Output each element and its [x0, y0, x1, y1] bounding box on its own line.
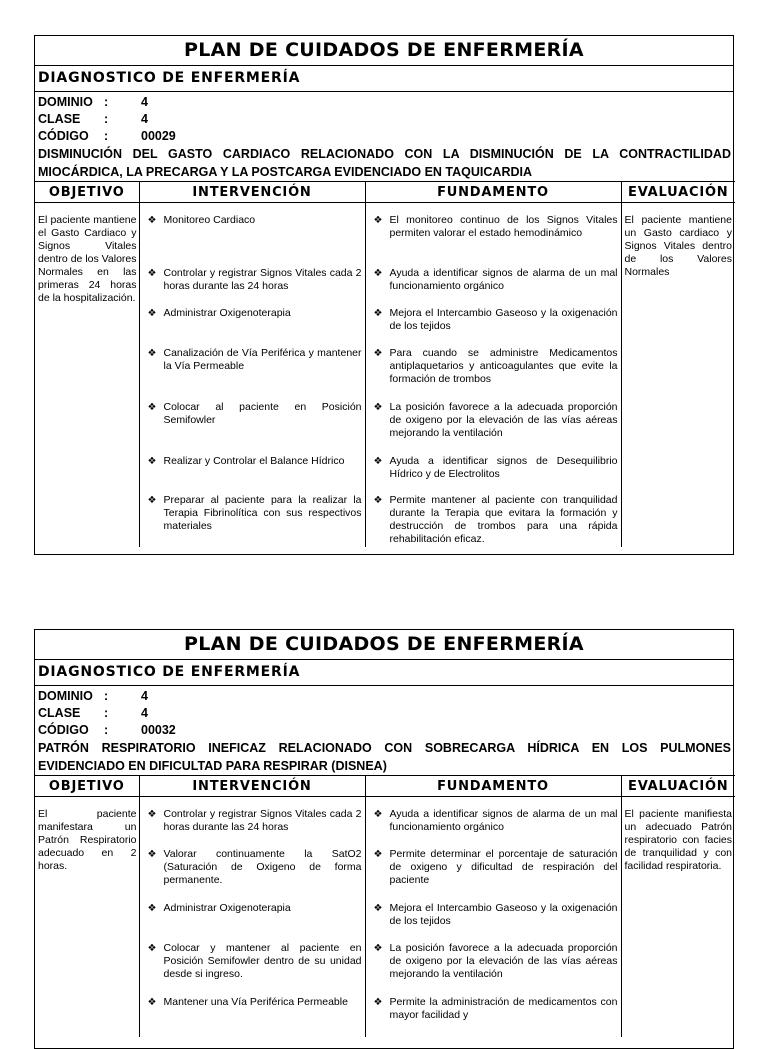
diamond-bullet-icon: ❖ — [373, 495, 383, 506]
list-item — [366, 267, 621, 307]
diamond-bullet-icon: ❖ — [147, 495, 157, 506]
list-item — [140, 902, 365, 942]
objetivo-text: El paciente mantiene el Gasto Cardiaco y Signos Vitales dentro de los Valores Normales en las primeras 24 horas de la hospitalización. — [38, 214, 137, 304]
header-evaluacion: EVALUACIÓN — [621, 182, 735, 203]
fundamento-text: Mejora el Intercambio Gaseoso y la oxigenación de los tejidos — [389, 307, 618, 332]
diamond-bullet-icon: ❖ — [147, 268, 157, 279]
list-item — [140, 996, 365, 1009]
diamond-bullet-icon: ❖ — [373, 348, 383, 359]
fundamento-text: Para cuando se administre Medicamentos antiplaquetarios y anticoagulantes que evite la formación de trombos — [389, 347, 618, 385]
clase-value: 4 — [141, 706, 148, 720]
codigo-value: 00029 — [141, 129, 176, 143]
dominio-row — [38, 688, 730, 705]
colon: : — [104, 706, 109, 720]
list-item — [366, 347, 621, 401]
list-item — [140, 848, 365, 902]
intervencion-text: Colocar al paciente en Posición Semifowler — [163, 401, 362, 426]
diamond-bullet-icon: ❖ — [373, 402, 383, 413]
intervencion-text: Administrar Oxigenoterapia — [163, 307, 291, 319]
codigo-label: CÓDIGO — [38, 129, 89, 143]
list-item — [366, 902, 621, 942]
evaluacion-cell — [621, 797, 735, 1037]
evaluacion-cell — [621, 203, 735, 547]
fundamento-text: Permite la administración de medicamentos con mayor facilidad y — [389, 996, 618, 1021]
header-intervencion: INTERVENCIÓN — [139, 182, 365, 203]
intervencion-text: Controlar y registrar Signos Vitales cada 2 horas durante las 24 horas — [163, 808, 362, 833]
diamond-bullet-icon: ❖ — [373, 308, 383, 319]
fundamento-text: La posición favorece a la adecuada proporción de oxigeno por la elevación de las vías aéreas mejorando la ventilación — [389, 401, 618, 439]
list-item — [140, 942, 365, 996]
dominio-row — [38, 94, 730, 111]
intervencion-text: Canalización de Vía Periférica y mantener la Vía Permeable — [163, 347, 362, 372]
diagnosis-heading: DIAGNOSTICO DE ENFERMERÍA — [35, 66, 733, 92]
diagnosis-statement: DISMINUCIÓN DEL GASTO CARDIACO RELACIONADO CON LA DISMINUCIÓN DE LA CONTRACTILIDAD MIOCÁRDICA, LA PRECARGA Y LA POSTCARGA EVIDENCIADO EN TAQUICARDIA — [38, 147, 731, 179]
intervencion-text: Realizar y Controlar el Balance Hídrico — [163, 455, 345, 467]
list-item — [366, 307, 621, 347]
colon: : — [104, 129, 109, 143]
codigo-row — [38, 128, 730, 145]
fundamento-text: Ayuda a identificar signos de alarma de un mal funcionamiento orgánico — [389, 267, 618, 292]
header-objetivo: OBJETIVO — [35, 182, 139, 203]
diamond-bullet-icon: ❖ — [147, 348, 157, 359]
diamond-bullet-icon: ❖ — [373, 809, 383, 820]
fundamento-list — [366, 797, 621, 1022]
list-item — [366, 942, 621, 996]
plan-title: PLAN DE CUIDADOS DE ENFERMERÍA — [35, 36, 733, 66]
diagnosis-codes — [35, 686, 733, 739]
diagnosis-heading: DIAGNOSTICO DE ENFERMERÍA — [35, 660, 733, 686]
list-item — [366, 494, 621, 546]
header-objetivo: OBJETIVO — [35, 776, 139, 797]
list-item — [140, 347, 365, 401]
table-body-row — [35, 797, 735, 1037]
diamond-bullet-icon: ❖ — [147, 809, 157, 820]
clase-value: 4 — [141, 112, 148, 126]
fundamento-text: Ayuda a identificar signos de alarma de un mal funcionamiento orgánico — [389, 808, 618, 833]
codigo-value: 00032 — [141, 723, 176, 737]
header-fundamento: FUNDAMENTO — [365, 776, 621, 797]
diamond-bullet-icon: ❖ — [373, 268, 383, 279]
fundamento-list — [366, 203, 621, 546]
fundamento-text: Permite determinar el porcentaje de saturación de oxigeno y dificultad de respiración del paciente — [389, 848, 618, 886]
list-item — [366, 455, 621, 494]
list-item — [366, 848, 621, 902]
table-header-row — [35, 776, 735, 797]
diamond-bullet-icon: ❖ — [147, 402, 157, 413]
list-item — [140, 307, 365, 347]
diamond-bullet-icon: ❖ — [373, 849, 383, 860]
plan-title: PLAN DE CUIDADOS DE ENFERMERÍA — [35, 630, 733, 660]
objetivo-cell — [35, 203, 139, 547]
codigo-row — [38, 722, 730, 739]
intervencion-text: Controlar y registrar Signos Vitales cada 2 horas durante las 24 horas — [163, 267, 362, 292]
header-intervencion: INTERVENCIÓN — [139, 776, 365, 797]
dominio-label: DOMINIO — [38, 95, 93, 109]
list-item — [140, 214, 365, 267]
list-item — [366, 401, 621, 455]
list-item — [140, 401, 365, 455]
intervencion-text: Preparar al paciente para la realizar la Terapia Fibrinolítica con sus respectivos materiales — [163, 494, 362, 532]
fundamento-text: Mejora el Intercambio Gaseoso y la oxigenación de los tejidos — [389, 902, 618, 927]
fundamento-text: Permite mantener al paciente con tranquilidad durante la Terapia que evitara la formación y destrucción de trombos para una rápida rehabilitación eficaz. — [389, 494, 618, 545]
intervencion-text: Colocar y mantener al paciente en Posición Semifowler dentro de su unidad desde si ingreso. — [163, 942, 362, 980]
diagnosis-codes — [35, 92, 733, 145]
intervencion-text: Mantener una Vía Periférica Permeable — [163, 996, 348, 1008]
table-header-row — [35, 182, 735, 203]
diamond-bullet-icon: ❖ — [373, 215, 383, 226]
diamond-bullet-icon: ❖ — [373, 997, 383, 1008]
intervencion-text: Valorar continuamente la SatO2 (Saturación de Oxigeno de forma permanente. — [163, 848, 362, 886]
objetivo-cell — [35, 797, 139, 1037]
list-item — [140, 455, 365, 494]
list-item — [366, 996, 621, 1022]
colon: : — [104, 112, 109, 126]
evaluacion-text: El paciente mantiene un Gasto cardiaco y Signos Vitales dentro de los Valores Normales — [624, 214, 732, 278]
dominio-value: 4 — [141, 95, 148, 109]
objetivo-text: El paciente manifestara un Patrón Respiratorio adecuado en 2 horas. — [38, 808, 137, 872]
dominio-value: 4 — [141, 689, 148, 703]
intervencion-text: Monitoreo Cardiaco — [163, 214, 256, 226]
care-plan-1 — [34, 35, 734, 555]
header-evaluacion: EVALUACIÓN — [621, 776, 735, 797]
diamond-bullet-icon: ❖ — [373, 903, 383, 914]
list-item — [366, 214, 621, 267]
intervencion-cell — [139, 797, 365, 1037]
codigo-label: CÓDIGO — [38, 723, 89, 737]
fundamento-text: Ayuda a identificar signos de Desequilibrio Hídrico y de Electrolitos — [389, 455, 618, 480]
clase-label: CLASE — [38, 112, 81, 126]
list-item — [140, 267, 365, 307]
diamond-bullet-icon: ❖ — [147, 997, 157, 1008]
list-item — [140, 494, 365, 533]
clase-row — [38, 111, 730, 128]
colon: : — [104, 689, 109, 703]
list-item — [140, 808, 365, 848]
diamond-bullet-icon: ❖ — [147, 456, 157, 467]
diamond-bullet-icon: ❖ — [373, 943, 383, 954]
colon: : — [104, 723, 109, 737]
table-body-row — [35, 203, 735, 547]
fundamento-text: La posición favorece a la adecuada proporción de oxigeno por la elevación de las vías aéreas mejorando la ventilación — [389, 942, 618, 980]
intervencion-list — [140, 797, 365, 1009]
diamond-bullet-icon: ❖ — [147, 849, 157, 860]
care-table — [35, 181, 735, 547]
diagnosis-statement: PATRÓN RESPIRATORIO INEFICAZ RELACIONADO CON SOBRECARGA HÍDRICA EN LOS PULMONES EVIDENCIADO EN DIFICULTAD PARA RESPIRAR (DISNEA) — [38, 741, 731, 773]
intervencion-cell — [139, 203, 365, 547]
fundamento-text: El monitoreo continuo de los Signos Vitales permiten valorar el estado hemodinámico — [389, 214, 618, 239]
colon: : — [104, 95, 109, 109]
dominio-label: DOMINIO — [38, 689, 93, 703]
care-plan-2 — [34, 629, 734, 1049]
diamond-bullet-icon: ❖ — [147, 903, 157, 914]
diamond-bullet-icon: ❖ — [147, 215, 157, 226]
fundamento-cell — [365, 797, 621, 1037]
intervencion-text: Administrar Oxigenoterapia — [163, 902, 291, 914]
care-table — [35, 775, 735, 1037]
header-fundamento: FUNDAMENTO — [365, 182, 621, 203]
diamond-bullet-icon: ❖ — [147, 308, 157, 319]
intervencion-list — [140, 203, 365, 533]
evaluacion-text: El paciente manifiesta un adecuado Patrón respiratorio con facies de tranquilidad y con facilidad respiratoria. — [624, 808, 732, 872]
diamond-bullet-icon: ❖ — [147, 943, 157, 954]
diamond-bullet-icon: ❖ — [373, 456, 383, 467]
list-item — [366, 808, 621, 848]
fundamento-cell — [365, 203, 621, 547]
clase-row — [38, 705, 730, 722]
clase-label: CLASE — [38, 706, 81, 720]
